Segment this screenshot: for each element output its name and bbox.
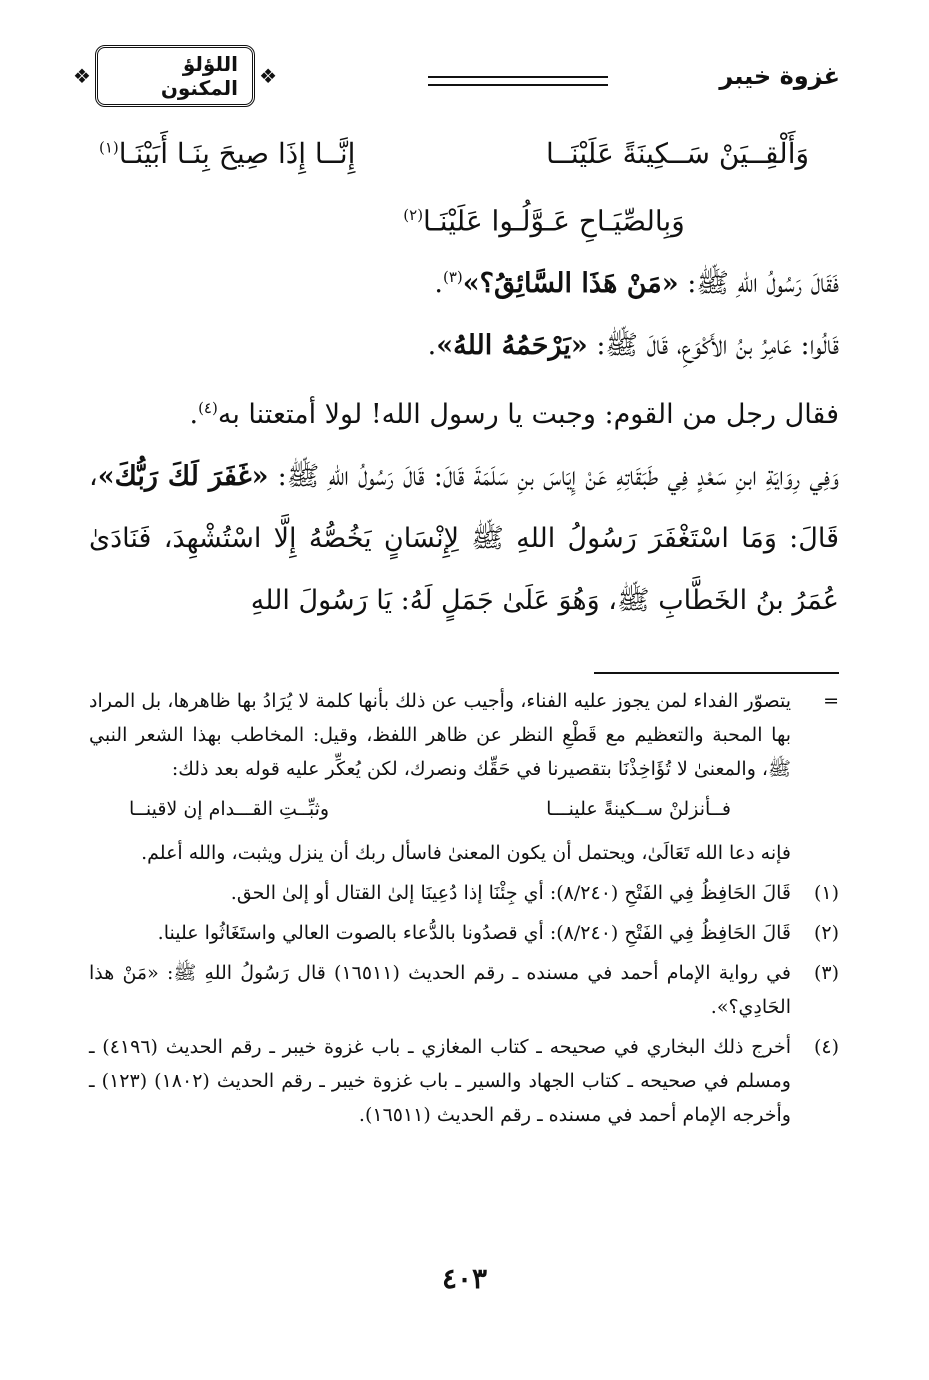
- footnote-continuation: [89, 684, 839, 786]
- footnote-3: [89, 956, 839, 1024]
- paragraph: [89, 315, 839, 377]
- text: قَالُوا: عَامِرُ بنُ الأَكْوَعِ، قَالَ ﷺ:: [587, 330, 839, 361]
- poem-verse-1: [89, 122, 839, 184]
- period: .: [189, 399, 199, 430]
- main-text: [89, 122, 839, 632]
- footnote-text: في رواية الإمام أحمد في مسنده ـ رقم الحديث (١٦٥١١) قال رَسُولُ اللهِ ﷺ: «مَنْ هذا الحَادِي؟».: [89, 962, 791, 1018]
- continuation-mark: =: [823, 690, 839, 712]
- footnote-text: فإنه دعا الله تَعَالَىٰ، ويحتمل أن يكون المعنىٰ فاسأل ربك أن ينزل ويثبت، والله أعلم.: [141, 842, 791, 864]
- book-title-frame: [73, 52, 277, 100]
- text: وَفِي رِوَايَةِ ابنِ سَعْدٍ فِي طَبَقَاتِهِ عَنْ إِيَاسَ بنِ سَلَمَةَ قَالَ: قَالَ رَسُولُ اللهِ ﷺ:: [268, 461, 839, 492]
- footnote-number: (١): [813, 882, 839, 904]
- ornament-icon: ❖: [73, 64, 91, 88]
- spacer: [791, 836, 839, 870]
- verse-text: وَبِالصِّيَـاحِ عَـوَّلُـوا عَلَيْنَـا: [423, 204, 685, 238]
- footnotes: [89, 684, 839, 1138]
- quote: «مَنْ هَذَا السَّائِقُ؟»: [462, 268, 679, 299]
- footnote-number: (٤): [813, 1036, 839, 1058]
- footnote-2: [89, 916, 839, 950]
- paragraph: [89, 446, 839, 632]
- footnote-continuation: [89, 836, 839, 870]
- footnote-verse: [89, 792, 791, 826]
- footnote-ref: (١): [99, 138, 119, 157]
- footnote-separator: [594, 672, 839, 674]
- period: .: [434, 268, 443, 299]
- footnote-1: [89, 876, 839, 910]
- footnote-ref: (٣): [442, 268, 463, 286]
- paragraph: [89, 377, 839, 446]
- text: فقال رجل من القوم: وجبت يا رسول الله! لولا أمتعتنا به: [217, 399, 839, 430]
- text: فَقَالَ رَسُولُ اللهِ ﷺ:: [678, 268, 839, 299]
- quote: «يَرْحَمُهُ اللهُ»: [436, 330, 588, 361]
- footnote-ref: (٢): [403, 206, 424, 224]
- running-header: [73, 52, 840, 100]
- text: ، قَالَ: وَمَا اسْتَغْفَرَ رَسُولُ اللهِ ﷺ لِإِنْسَانٍ يَخُصُّهُ إِلَّا اسْتُشْهِدَ، فَنَادَىٰ عُمَرُ بنُ الخَطَّابِ ﷺ، وَهُوَ عَلَىٰ جَمَلٍ لَهُ: يَا رَسُولَ اللهِ: [89, 461, 839, 616]
- quote: «غَفَرَ لَكَ رَبُّكَ»: [97, 461, 269, 492]
- verse-text: وَأَلْقِــيَنْ سَــكِينَةً عَلَيْنَــا: [545, 136, 809, 170]
- verse-hemistich-right: فــأنزلنْ ســكينةً علينـــا: [546, 798, 731, 820]
- header-rule-right: [428, 76, 608, 86]
- footnote-text: قَالَ الحَافِظُ فِي الفَتْحِ (٨/٢٤٠): أي جِئْنَا إذا دُعِينَا إلىٰ القتال أو إلىٰ الحق.: [230, 882, 791, 904]
- book-title: اللؤلؤ المكنون: [95, 45, 255, 107]
- poem-verse-2: [89, 184, 839, 246]
- footnote-ref: (٤): [198, 399, 218, 417]
- footnote-text: أخرج ذلك البخاري في صحيحه ـ كتاب المغازي ـ باب غزوة خيبر ـ رقم الحديث (٤١٩٦) ـ ومسلم في صحيحه ـ كتاب الجهاد والسير ـ باب غزوة خيبر ـ رقم الحديث (١٨٠٢) (١٢٣) ـ وأخرجه الإمام أحمد في مسنده ـ رقم الحديث (١٦٥١١).: [89, 1036, 791, 1126]
- verse-text: إِنَّــا إِذَا صِيحَ بِنَـا أَبَيْنَـا: [118, 136, 356, 170]
- footnote-number: (٢): [813, 922, 839, 944]
- ornament-icon: ❖: [259, 64, 277, 88]
- paragraph: [89, 246, 839, 315]
- section-title: غزوة خيبر: [719, 62, 840, 90]
- footnote-text: قَالَ الحَافِظُ فِي الفَتْحِ (٨/٢٤٠): أي قصدُونا بالدُّعاء بالصوت العالي واستَغَاثُوا علينا.: [157, 922, 791, 944]
- footnote-text: يتصوّر الفداء لمن يجوز عليه الفناء، وأجيب عن ذلك بأنها كلمة لا يُرَادُ بها ظاهرها، بل المراد بها المحبة والتعظيم مع قَطْعِ النظر عن ظاهر اللفظ، وقيل: المخاطب بهذا الشعر النبي ﷺ، والمعنىٰ لا تُؤَاخِذْنَا بتقصيرنا في حَقِّك ونصرك، لكن يُعكِّر عليه قوله بعد ذلك:: [89, 690, 791, 780]
- page-number: ٤٠٣: [441, 1262, 488, 1295]
- period: .: [427, 330, 437, 361]
- verse-hemistich-right: [546, 137, 809, 170]
- verse-hemistich-left: [99, 137, 355, 170]
- footnote-number: (٣): [813, 962, 839, 984]
- footnote-4: [89, 1030, 839, 1132]
- verse-hemistich-left: وثبِّــتِ القـــدام إن لاقينــا: [129, 798, 330, 820]
